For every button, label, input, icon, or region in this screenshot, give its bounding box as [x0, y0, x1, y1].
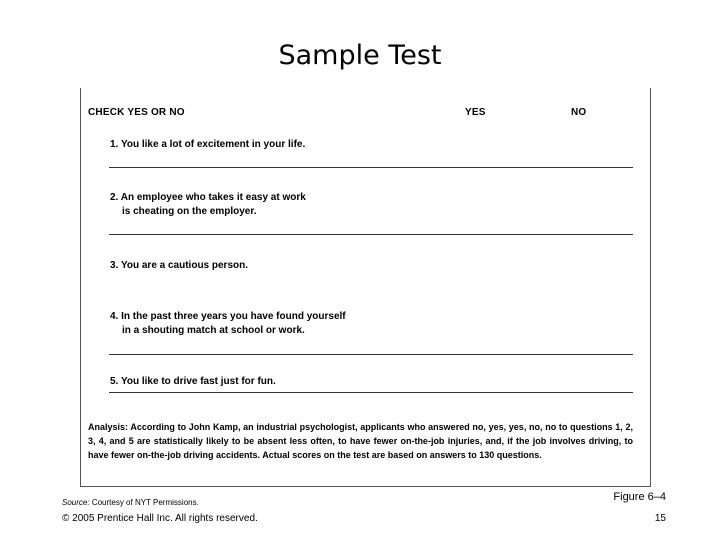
analysis-paragraph: Analysis: According to John Kamp, an industrial psychologist, applicants who answered no, yes, yes, no, no to questions 1, 2, 3, 4, and 5 are statistically likely to be absent less often, to have fewer on-the-job injuries, and, if the job involves driving, to have fewer on-the-job driving accidents. Actual scores on the test are based on answers to 130 questions. [88, 422, 633, 460]
question-4 [110, 310, 346, 338]
question-2-text-line-1: 2. An employee who takes it easy at work [110, 192, 306, 203]
source-credit [62, 498, 199, 507]
question-3 [110, 259, 248, 273]
header-check-yes-or-no: CHECK YES OR NO [88, 107, 185, 118]
question-1 [110, 138, 305, 152]
source-label: Source: [62, 498, 90, 507]
question-3-text: 3. You are a cautious person. [110, 260, 249, 271]
sample-test-form [80, 88, 651, 487]
question-1-text: 1. You like a lot of excitement in your life. [110, 139, 306, 150]
source-text: Courtesy of NYT Permissions. [91, 498, 199, 507]
slide-title: Sample Test [278, 40, 442, 71]
question-4-text-line-1: 4. In the past three years you have found yourself [110, 311, 346, 322]
question-5-text: 5. You like to drive fast just for fun. [110, 376, 276, 387]
header-no: NO [571, 107, 587, 118]
header-yes: YES [465, 107, 486, 118]
figure-label: Figure 6–4 [613, 491, 666, 503]
question-2-text-line-2: is cheating on the employer. [122, 206, 257, 217]
copyright-notice: © 2005 Prentice Hall Inc. All rights reserved. [62, 513, 258, 524]
question-5 [110, 375, 276, 389]
question-5-answer-line [109, 392, 633, 393]
question-4-text-line-2: in a shouting match at school or work. [122, 325, 305, 336]
question-1-answer-line [109, 167, 633, 168]
page-number: 15 [654, 513, 666, 524]
question-2 [110, 191, 306, 219]
question-2-answer-line [109, 234, 633, 235]
question-4-answer-line [109, 354, 633, 355]
